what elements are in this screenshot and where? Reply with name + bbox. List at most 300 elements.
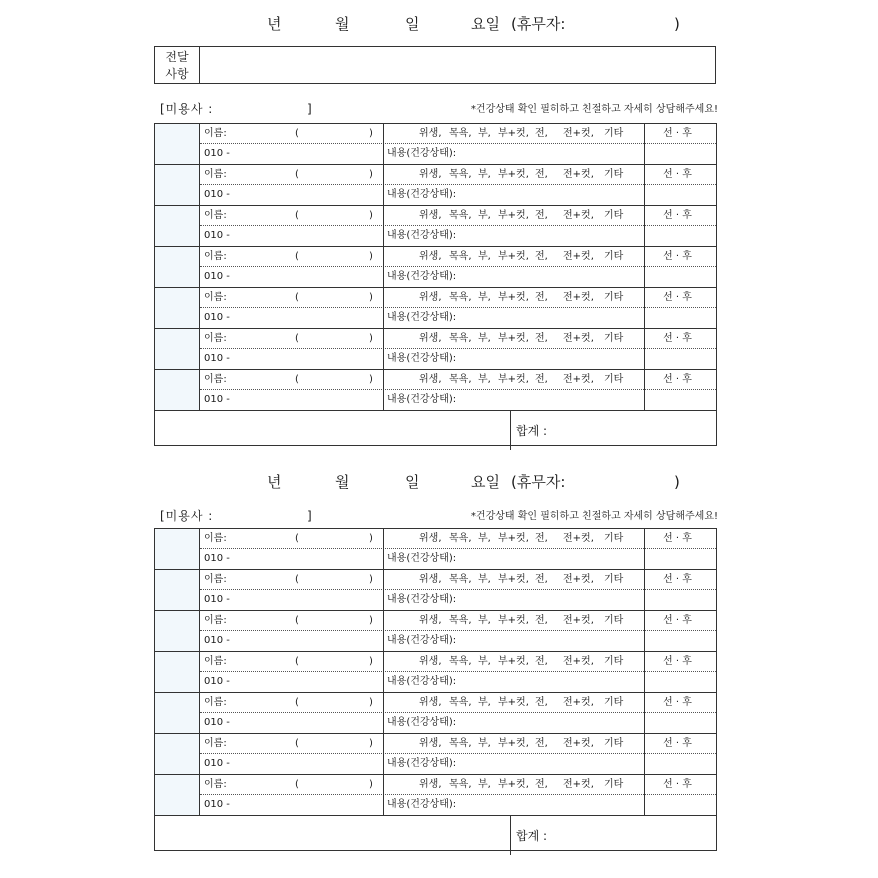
instruction-note: *건강상태 확인 필히하고 친절하고 자세히 상담해주세요! xyxy=(470,104,718,115)
payment-option[interactable]: 선 · 후 xyxy=(663,533,692,544)
column-divider xyxy=(644,734,645,774)
customer-entry xyxy=(155,124,716,165)
service-option[interactable]: 부, xyxy=(478,374,491,385)
service-option[interactable]: 목욕, xyxy=(449,779,472,790)
service-option[interactable]: 전, xyxy=(535,210,548,221)
paren-open: ( xyxy=(295,169,299,180)
service-option[interactable]: 목욕, xyxy=(449,169,472,180)
entry-name-row xyxy=(200,288,716,308)
column-divider xyxy=(644,329,645,369)
paren-close: ) xyxy=(369,128,373,139)
paren-open: ( xyxy=(295,615,299,626)
service-option[interactable]: 부, xyxy=(478,210,491,221)
entry-name-row xyxy=(200,693,716,713)
paren-close: ) xyxy=(369,779,373,790)
service-option[interactable]: 전+컷, xyxy=(563,169,594,180)
service-option[interactable]: 부+컷, xyxy=(498,374,529,385)
entry-name-row xyxy=(200,570,716,590)
entry-phone-row xyxy=(200,672,716,692)
service-option[interactable]: 위생, xyxy=(419,738,442,749)
entry-name-row xyxy=(200,652,716,672)
column-divider xyxy=(383,529,384,569)
paren-open: ( xyxy=(295,333,299,344)
content-label: 내용(건강상태): xyxy=(387,312,457,323)
name-label: 이름: xyxy=(204,533,227,544)
entry-number-cell[interactable] xyxy=(155,370,200,410)
payment-option[interactable]: 선 · 후 xyxy=(663,210,692,221)
total-row xyxy=(155,816,716,855)
entry-number-cell[interactable] xyxy=(155,165,200,205)
customer-entry xyxy=(155,206,716,247)
service-option[interactable]: 부, xyxy=(478,128,491,139)
service-option[interactable]: 전+컷, xyxy=(563,615,594,626)
entry-phone-row xyxy=(200,267,716,287)
entry-number-cell[interactable] xyxy=(155,611,200,651)
closed-staff-close: ) xyxy=(674,15,680,33)
entry-phone-row xyxy=(200,226,716,246)
payment-option[interactable]: 선 · 후 xyxy=(663,615,692,626)
designer-header xyxy=(160,101,718,117)
column-divider xyxy=(383,611,384,651)
column-divider xyxy=(644,288,645,328)
total-label: 합계 : xyxy=(516,424,548,438)
column-divider xyxy=(383,775,384,815)
entry-name-row xyxy=(200,206,716,226)
date-title xyxy=(155,14,717,34)
phone-prefix: 010 - xyxy=(204,717,230,728)
service-option[interactable]: 기타 xyxy=(604,169,624,180)
service-option[interactable]: 부+컷, xyxy=(498,128,529,139)
name-label: 이름: xyxy=(204,292,227,303)
total-row xyxy=(155,411,716,450)
content-label: 내용(건강상태): xyxy=(387,717,457,728)
service-option[interactable]: 전+컷, xyxy=(563,374,594,385)
service-option[interactable]: 기타 xyxy=(604,697,624,708)
service-option[interactable]: 기타 xyxy=(604,656,624,667)
service-option[interactable]: 목욕, xyxy=(449,333,472,344)
entry-phone-row xyxy=(200,185,716,205)
service-option[interactable]: 위생, xyxy=(419,333,442,344)
content-label: 내용(건강상태): xyxy=(387,676,457,687)
column-divider xyxy=(383,693,384,733)
service-option[interactable]: 기타 xyxy=(604,292,624,303)
service-option[interactable]: 부+컷, xyxy=(498,615,529,626)
service-option[interactable]: 전+컷, xyxy=(563,292,594,303)
paren-close: ) xyxy=(369,210,373,221)
column-divider xyxy=(644,529,645,569)
payment-option[interactable]: 선 · 후 xyxy=(663,169,692,180)
column-divider xyxy=(644,611,645,651)
phone-prefix: 010 - xyxy=(204,353,230,364)
entry-number-cell[interactable] xyxy=(155,734,200,774)
paren-close: ) xyxy=(369,169,373,180)
paren-open: ( xyxy=(295,738,299,749)
paren-close: ) xyxy=(369,533,373,544)
entry-number-cell[interactable] xyxy=(155,329,200,369)
service-option[interactable]: 전+컷, xyxy=(563,533,594,544)
service-option[interactable]: 부, xyxy=(478,738,491,749)
service-option[interactable]: 부+컷, xyxy=(498,210,529,221)
content-label: 내용(건강상태): xyxy=(387,758,457,769)
paren-open: ( xyxy=(295,533,299,544)
payment-option[interactable]: 선 · 후 xyxy=(663,333,692,344)
service-option[interactable]: 기타 xyxy=(604,333,624,344)
paren-open: ( xyxy=(295,210,299,221)
paren-close: ) xyxy=(369,292,373,303)
service-option[interactable]: 전, xyxy=(535,779,548,790)
entry-number-cell[interactable] xyxy=(155,693,200,733)
entry-name-row xyxy=(200,165,716,185)
designer-label: [미용사 : xyxy=(160,102,214,116)
name-label: 이름: xyxy=(204,374,227,385)
service-option[interactable]: 기타 xyxy=(604,533,624,544)
customer-entry xyxy=(155,165,716,206)
payment-option[interactable]: 선 · 후 xyxy=(663,128,692,139)
service-option[interactable]: 부+컷, xyxy=(498,533,529,544)
customer-entry xyxy=(155,693,716,734)
column-divider xyxy=(644,570,645,610)
paren-close: ) xyxy=(369,333,373,344)
phone-prefix: 010 - xyxy=(204,676,230,687)
service-option[interactable]: 위생, xyxy=(419,251,442,262)
entry-name-row xyxy=(200,775,716,795)
entry-phone-row xyxy=(200,549,716,569)
closed-staff-label: (휴무자: xyxy=(511,15,566,33)
notice-label-line1: 전달 xyxy=(165,50,189,64)
phone-prefix: 010 - xyxy=(204,758,230,769)
service-option[interactable]: 위생, xyxy=(419,374,442,385)
column-divider xyxy=(383,206,384,246)
date-title xyxy=(155,472,717,492)
closed-staff-label: (휴무자: xyxy=(511,473,566,491)
payment-option[interactable]: 선 · 후 xyxy=(663,738,692,749)
service-option[interactable]: 기타 xyxy=(604,779,624,790)
phone-prefix: 010 - xyxy=(204,271,230,282)
column-divider xyxy=(644,124,645,164)
customer-entry xyxy=(155,775,716,816)
name-label: 이름: xyxy=(204,656,227,667)
closed-staff-close: ) xyxy=(674,473,680,491)
service-option[interactable]: 기타 xyxy=(604,210,624,221)
service-option[interactable]: 전+컷, xyxy=(563,128,594,139)
paren-close: ) xyxy=(369,738,373,749)
paren-open: ( xyxy=(295,292,299,303)
service-option[interactable]: 기타 xyxy=(604,574,624,585)
service-option[interactable]: 부+컷, xyxy=(498,251,529,262)
service-option[interactable]: 위생, xyxy=(419,128,442,139)
paren-open: ( xyxy=(295,128,299,139)
service-option[interactable]: 위생, xyxy=(419,615,442,626)
designer-label: [미용사 : xyxy=(160,509,214,523)
entry-phone-row xyxy=(200,590,716,610)
paren-close: ) xyxy=(369,615,373,626)
entry-number-cell[interactable] xyxy=(155,206,200,246)
entry-name-row xyxy=(200,370,716,390)
column-divider xyxy=(644,693,645,733)
service-option[interactable]: 부, xyxy=(478,779,491,790)
entry-number-cell[interactable] xyxy=(155,775,200,815)
column-divider xyxy=(383,124,384,164)
entry-number-cell[interactable] xyxy=(155,124,200,164)
paren-close: ) xyxy=(369,251,373,262)
content-label: 내용(건강상태): xyxy=(387,353,457,364)
phone-prefix: 010 - xyxy=(204,148,230,159)
service-option[interactable]: 전, xyxy=(535,738,548,749)
service-option[interactable]: 전, xyxy=(535,656,548,667)
service-option[interactable]: 목욕, xyxy=(449,738,472,749)
entry-name-row xyxy=(200,529,716,549)
service-option[interactable]: 부+컷, xyxy=(498,738,529,749)
service-option[interactable]: 부, xyxy=(478,656,491,667)
payment-option[interactable]: 선 · 후 xyxy=(663,251,692,262)
paren-open: ( xyxy=(295,697,299,708)
service-option[interactable]: 전, xyxy=(535,128,548,139)
column-divider xyxy=(510,411,511,450)
notice-label-line2: 사항 xyxy=(165,67,189,81)
service-option[interactable]: 목욕, xyxy=(449,656,472,667)
designer-header xyxy=(160,508,718,524)
phone-prefix: 010 - xyxy=(204,594,230,605)
customer-entry xyxy=(155,734,716,775)
paren-open: ( xyxy=(295,656,299,667)
service-option[interactable]: 전+컷, xyxy=(563,333,594,344)
column-divider xyxy=(644,370,645,410)
service-option[interactable]: 부, xyxy=(478,697,491,708)
day-label: 일 xyxy=(405,473,420,491)
entry-phone-row xyxy=(200,349,716,369)
notice-label xyxy=(155,47,200,83)
customer-entry xyxy=(155,570,716,611)
month-label: 월 xyxy=(335,473,350,491)
content-label: 내용(건강상태): xyxy=(387,271,457,282)
service-option[interactable]: 부, xyxy=(478,333,491,344)
service-option[interactable]: 전, xyxy=(535,292,548,303)
name-label: 이름: xyxy=(204,333,227,344)
service-option[interactable]: 위생, xyxy=(419,697,442,708)
name-label: 이름: xyxy=(204,210,227,221)
entry-name-row xyxy=(200,329,716,349)
service-option[interactable]: 부+컷, xyxy=(498,779,529,790)
entry-name-row xyxy=(200,247,716,267)
paren-close: ) xyxy=(369,374,373,385)
service-option[interactable]: 전, xyxy=(535,374,548,385)
service-option[interactable]: 부, xyxy=(478,574,491,585)
notice-input[interactable] xyxy=(200,47,715,83)
weekday-label: 요일 xyxy=(471,473,500,491)
instruction-note: *건강상태 확인 필히하고 친절하고 자세히 상담해주세요! xyxy=(470,511,718,522)
column-divider xyxy=(383,370,384,410)
content-label: 내용(건강상태): xyxy=(387,189,457,200)
phone-prefix: 010 - xyxy=(204,394,230,405)
customer-entry xyxy=(155,247,716,288)
column-divider xyxy=(383,570,384,610)
column-divider xyxy=(383,734,384,774)
column-divider xyxy=(644,247,645,287)
service-option[interactable]: 부, xyxy=(478,533,491,544)
total-label: 합계 : xyxy=(516,829,548,843)
service-option[interactable]: 부+컷, xyxy=(498,333,529,344)
phone-prefix: 010 - xyxy=(204,553,230,564)
column-divider xyxy=(383,165,384,205)
payment-option[interactable]: 선 · 후 xyxy=(663,374,692,385)
weekday-label: 요일 xyxy=(471,15,500,33)
service-option[interactable]: 부+컷, xyxy=(498,697,529,708)
service-option[interactable]: 위생, xyxy=(419,574,442,585)
service-option[interactable]: 위생, xyxy=(419,210,442,221)
service-option[interactable]: 전, xyxy=(535,333,548,344)
payment-option[interactable]: 선 · 후 xyxy=(663,656,692,667)
phone-prefix: 010 - xyxy=(204,189,230,200)
phone-prefix: 010 - xyxy=(204,230,230,241)
entry-number-cell[interactable] xyxy=(155,529,200,569)
payment-option[interactable]: 선 · 후 xyxy=(663,574,692,585)
service-option[interactable]: 목욕, xyxy=(449,697,472,708)
entry-phone-row xyxy=(200,308,716,328)
service-option[interactable]: 전+컷, xyxy=(563,656,594,667)
customer-entry xyxy=(155,288,716,329)
service-option[interactable]: 전, xyxy=(535,615,548,626)
service-option[interactable]: 부, xyxy=(478,169,491,180)
name-label: 이름: xyxy=(204,697,227,708)
service-option[interactable]: 목욕, xyxy=(449,615,472,626)
service-option[interactable]: 전+컷, xyxy=(563,251,594,262)
service-option[interactable]: 부, xyxy=(478,615,491,626)
phone-prefix: 010 - xyxy=(204,635,230,646)
content-label: 내용(건강상태): xyxy=(387,230,457,241)
notice-box xyxy=(154,46,716,84)
designer-close: ] xyxy=(307,102,313,116)
month-label: 월 xyxy=(335,15,350,33)
name-label: 이름: xyxy=(204,779,227,790)
service-option[interactable]: 부+컷, xyxy=(498,292,529,303)
entry-phone-row xyxy=(200,631,716,651)
name-label: 이름: xyxy=(204,574,227,585)
service-option[interactable]: 기타 xyxy=(604,615,624,626)
service-option[interactable]: 전, xyxy=(535,251,548,262)
customer-entry xyxy=(155,652,716,693)
name-label: 이름: xyxy=(204,615,227,626)
service-option[interactable]: 전, xyxy=(535,574,548,585)
content-label: 내용(건강상태): xyxy=(387,799,457,810)
service-option[interactable]: 부, xyxy=(478,251,491,262)
day-label: 일 xyxy=(405,15,420,33)
column-divider xyxy=(644,775,645,815)
entry-number-cell[interactable] xyxy=(155,288,200,328)
service-option[interactable]: 부+컷, xyxy=(498,656,529,667)
paren-open: ( xyxy=(295,779,299,790)
paren-close: ) xyxy=(369,656,373,667)
service-option[interactable]: 목욕, xyxy=(449,533,472,544)
content-label: 내용(건강상태): xyxy=(387,553,457,564)
service-option[interactable]: 위생, xyxy=(419,169,442,180)
entry-number-cell[interactable] xyxy=(155,652,200,692)
payment-option[interactable]: 선 · 후 xyxy=(663,292,692,303)
entry-phone-row xyxy=(200,795,716,815)
service-option[interactable]: 전, xyxy=(535,533,548,544)
entry-phone-row xyxy=(200,713,716,733)
customer-entry xyxy=(155,329,716,370)
service-option[interactable]: 기타 xyxy=(604,128,624,139)
service-option[interactable]: 전+컷, xyxy=(563,697,594,708)
entry-number-cell[interactable] xyxy=(155,570,200,610)
customer-entry xyxy=(155,611,716,652)
paren-open: ( xyxy=(295,251,299,262)
customer-entry xyxy=(155,529,716,570)
customer-grid xyxy=(154,528,717,851)
column-divider xyxy=(383,247,384,287)
service-option[interactable]: 목욕, xyxy=(449,251,472,262)
column-divider xyxy=(644,206,645,246)
phone-prefix: 010 - xyxy=(204,312,230,323)
service-option[interactable]: 부, xyxy=(478,292,491,303)
service-option[interactable]: 위생, xyxy=(419,533,442,544)
entry-name-row xyxy=(200,124,716,144)
entry-name-row xyxy=(200,611,716,631)
content-label: 내용(건강상태): xyxy=(387,148,457,159)
customer-entry xyxy=(155,370,716,411)
column-divider xyxy=(383,652,384,692)
column-divider xyxy=(644,165,645,205)
designer-close: ] xyxy=(307,509,313,523)
paren-open: ( xyxy=(295,574,299,585)
name-label: 이름: xyxy=(204,169,227,180)
service-option[interactable]: 부+컷, xyxy=(498,169,529,180)
name-label: 이름: xyxy=(204,738,227,749)
service-option[interactable]: 기타 xyxy=(604,374,624,385)
payment-option[interactable]: 선 · 후 xyxy=(663,697,692,708)
service-option[interactable]: 기타 xyxy=(604,738,624,749)
column-divider xyxy=(383,288,384,328)
paren-close: ) xyxy=(369,697,373,708)
service-option[interactable]: 목욕, xyxy=(449,292,472,303)
service-option[interactable]: 위생, xyxy=(419,656,442,667)
service-option[interactable]: 전+컷, xyxy=(563,574,594,585)
customer-grid xyxy=(154,123,717,446)
phone-prefix: 010 - xyxy=(204,799,230,810)
entry-phone-row xyxy=(200,390,716,410)
column-divider xyxy=(510,816,511,855)
service-option[interactable]: 전+컷, xyxy=(563,779,594,790)
service-option[interactable]: 목욕, xyxy=(449,210,472,221)
service-option[interactable]: 위생, xyxy=(419,779,442,790)
service-option[interactable]: 기타 xyxy=(604,251,624,262)
service-option[interactable]: 위생, xyxy=(419,292,442,303)
column-divider xyxy=(644,652,645,692)
name-label: 이름: xyxy=(204,251,227,262)
service-option[interactable]: 전+컷, xyxy=(563,210,594,221)
service-option[interactable]: 목욕, xyxy=(449,574,472,585)
service-option[interactable]: 전, xyxy=(535,169,548,180)
content-label: 내용(건강상태): xyxy=(387,394,457,405)
paren-open: ( xyxy=(295,374,299,385)
service-option[interactable]: 전, xyxy=(535,697,548,708)
payment-option[interactable]: 선 · 후 xyxy=(663,779,692,790)
name-label: 이름: xyxy=(204,128,227,139)
paren-close: ) xyxy=(369,574,373,585)
content-label: 내용(건강상태): xyxy=(387,635,457,646)
service-option[interactable]: 목욕, xyxy=(449,128,472,139)
service-option[interactable]: 목욕, xyxy=(449,374,472,385)
entry-phone-row xyxy=(200,754,716,774)
year-label: 년 xyxy=(267,15,282,33)
year-label: 년 xyxy=(267,473,282,491)
service-option[interactable]: 부+컷, xyxy=(498,574,529,585)
entry-phone-row xyxy=(200,144,716,164)
entry-name-row xyxy=(200,734,716,754)
column-divider xyxy=(383,329,384,369)
entry-number-cell[interactable] xyxy=(155,247,200,287)
service-option[interactable]: 전+컷, xyxy=(563,738,594,749)
